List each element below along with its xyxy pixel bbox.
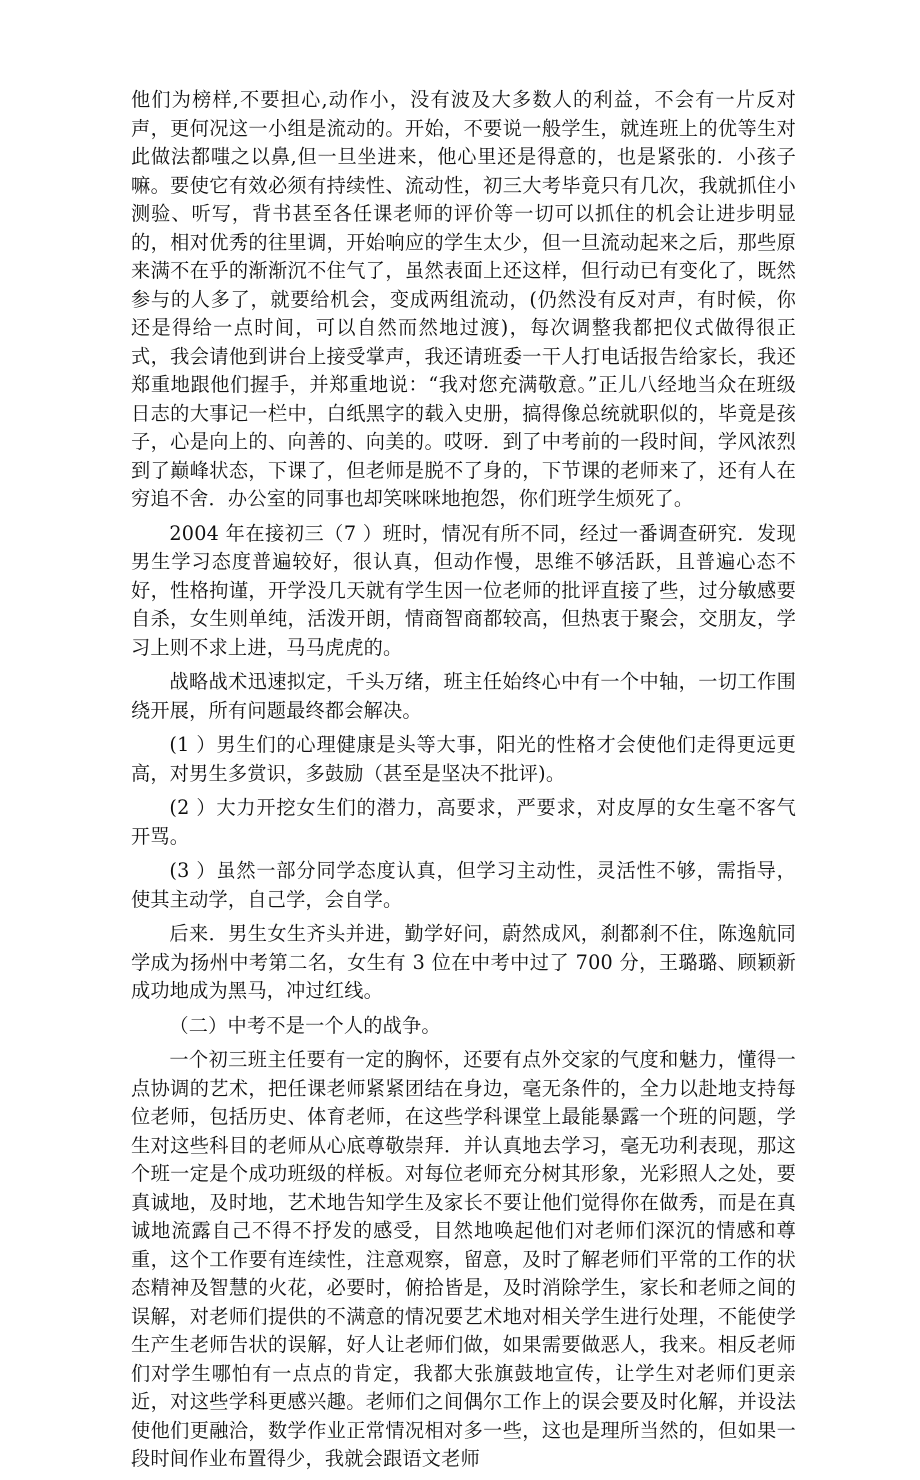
document-body [131,86,796,1480]
section-heading: （二）中考不是一个人的战争。 [169,1013,441,1037]
list-item-1: (1 ）男生们的心理健康是头等大事，阳光的性格才会使他们走得更远更高，对男生多赏识，多鼓励（甚至是坚决不批评)。 [131,733,796,785]
paragraph-3: 战略战术迅速拟定，千头万绪，班主任始终心中有一个中轴，一切工作围绕开展，所有问题最终都会解决。 [131,670,796,722]
list-item-2: (2 ）大力开挖女生们的潜力，高要求，严要求，对皮厚的女生毫不客气开骂。 [131,796,796,848]
paragraph-1: 他们为榜样,不要担心,动作小，没有波及大多数人的利益，不会有一片反对声，更何况这一小组是流动的。开始，不要说一般学生，就连班上的优等生对此做法都嗤之以鼻,但一旦坐进来，他心里还是得意的，也是紧张的．小孩子嘛。要使它有效必须有持续性、流动性，初三大考毕竟只有几次，我就抓住小测验、听写，背书甚至各任课老师的评价等一切可以抓住的机会让进步明显的，相对优秀的往里调，开始响应的学生太少，但一旦流动起来之后，那些原来满不在乎的渐渐沉不住气了，虽然表面上还这样，但行动已有变化了，既然参与的人多了，就要给机会，变成两组流动，(仍然没有反对声，有时候，你还是得给一点时间，可以自然而然地过渡)，每次调整我都把仪式做得很正式，我会请他到讲台上接受掌声，我还请班委一干人打电话报告给家长，我还郑重地跟他们握手，并郑重地说：“我对您充满敬意。”正儿八经地当众在班级日志的大事记一栏中，白纸黑字的载入史册，搞得像总统就职似的，毕竟是孩子，心是向上的、向善的、向美的。哎呀．到了中考前的一段时间，学风浓烈到了巅峰状态，下课了，但老师是脱不了身的，下节课的老师来了，还有人在穷追不舍．办公室的同事也却笑咪咪地抱怨，你们班学生烦死了。 [131,88,796,510]
list-item-3: (3 ）虽然一部分同学态度认真，但学习主动性，灵活性不够，需指导，使其主动学，自己学，会自学。 [131,859,796,911]
paragraph-4: 后来．男生女生齐头并进，勤学好问，蔚然成风，刹都刹不住，陈逸航同学成为扬州中考第二名，女生有 3 位在中考中过了 700 分，王璐璐、顾颖新成功地成为黑马，冲过红线。 [131,922,796,1002]
paragraph-2: 2004 年在接初三（7 ）班时，情况有所不同，经过一番调查研究．发现男生学习态度普遍较好，很认真，但动作慢，思维不够活跃，且普遍心态不好，性格拘谨，开学没几天就有学生因一位老师的批评直接了些，过分敏感要自杀，女生则单纯，活泼开朗，情商智商都较高，但热衷于聚会，交朋友，学习上则不求上进，马马虎虎的。 [131,521,796,659]
paragraph-5: 一个初三班主任要有一定的胸怀，还要有点外交家的气度和魅力，懂得一点协调的艺术，把任课老师紧紧团结在身边，毫无条件的，全力以赴地支持每位老师，包括历史、体育老师，在这些学科课堂上最能暴露一个班的问题，学生对这些科目的老师从心底尊敬崇拜．并认真地去学习，毫无功利表现，那这个班一定是个成功班级的样板。对每位老师充分树其形象，光彩照人之处，要真诚地，及时地，艺术地告知学生及家长不要让他们觉得你在做秀，而是在真诚地流露自己不得不抒发的感受，目然地唤起他们对老师们深沉的情感和尊重，这个工作要有连续性，注意观察，留意，及时了解老师们平常的工作的状态精神及智慧的火花，必要时，俯拾皆是，及时消除学生，家长和老师之间的误解，对老师们提供的不满意的情况要艺术地对相关学生进行处理，不能使学生产生老师告状的误解，好人让老师们做，如果需要做恶人，我来。相反老师们对学生哪怕有一点点的肯定，我都大张旗鼓地宣传，让学生对老师们更亲近，对这些学科更感兴趣。老师们之间偶尔工作上的误会要及时化解，并设法使他们更融洽，数学作业正常情况相对多一些，这也是理所当然的，但如果一段时间作业布置得少，我就会跟语文老师 [131,1048,796,1470]
